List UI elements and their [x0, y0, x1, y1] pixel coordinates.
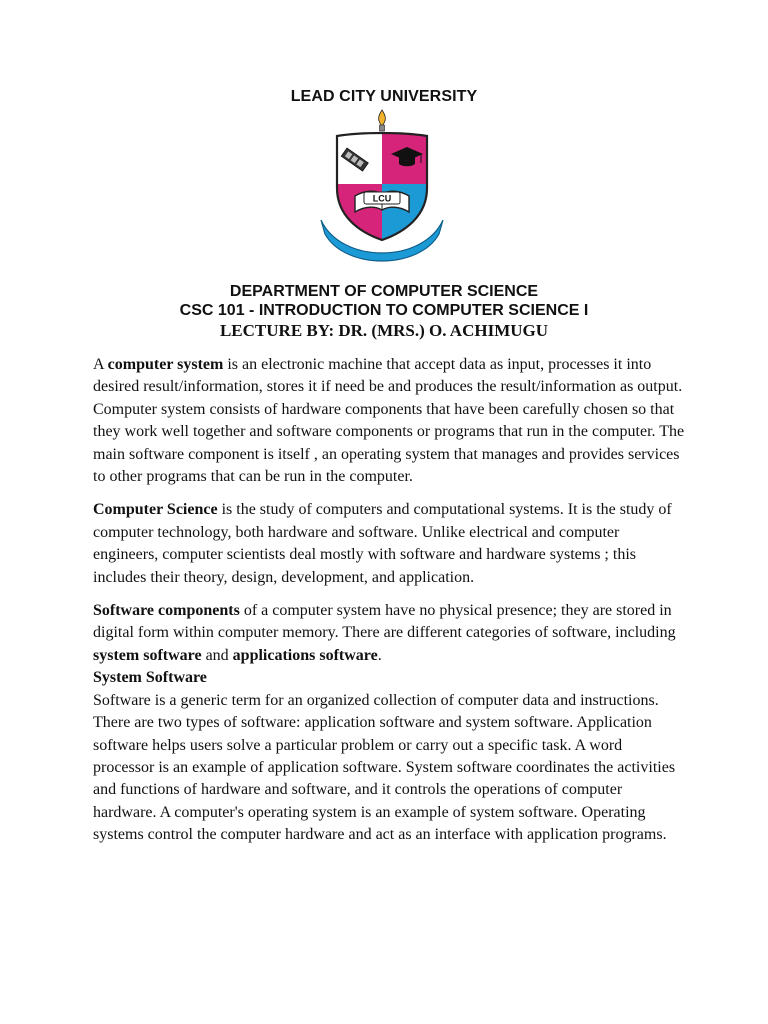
paragraph-text: A — [93, 356, 108, 373]
paragraph-text: of a computer system have no physical presence; they are stored in digital form within computer memory. There are different categories of software, including — [93, 602, 676, 642]
heading-text: System Software — [93, 669, 207, 687]
paragraph-computer-system — [93, 354, 685, 488]
paragraph-system-software: Software is a generic term for an organized collection of computer data and instructions. There are two types of software: application software and system software. Application software helps users solve a particular problem or carry out a specific task. A word processor is an example of application software. System software coordinates the activities and functions of hardware and software, and it controls the operations of computer hardware. A computer's operating system is an example of system software. Operating systems control the computer hardware and act as an interface with application programs. — [93, 691, 676, 844]
term-system-software: system software — [93, 646, 202, 664]
paragraph-computer-science — [93, 499, 685, 589]
paragraph-text: is the study of computers and computational systems. It is the study of computer technology, both hardware and software. Unlike electrical and computer engineers, computer scientists deal mostly with software and hardware systems ; this includes their theory, design, development, and application. — [93, 501, 672, 586]
paragraph-software-components — [93, 600, 685, 667]
torch-icon — [379, 110, 386, 131]
lecturer-line: LECTURE BY: DR. (MRS.) O. ACHIMUGU — [219, 321, 549, 340]
logo-motto: Knowledge for Self-reliance — [338, 232, 427, 253]
term-computer-science: Computer Science — [93, 501, 218, 519]
term-applications-software: applications software — [232, 646, 378, 664]
paragraph-text: is an electronic machine that accept data as input, processes it into desired result/information, stores it if need be and produces the result/information as output. Computer system consists of hardware components that have been carefully chosen so that they work well together and software components or programs that run in the computer. The main software component is itself , an operating system that manages and provides services to other programs that can be run in the computer. — [93, 356, 685, 486]
course-title: CSC 101 - INTRODUCTION TO COMPUTER SCIENCE I — [179, 302, 589, 319]
logo-lcu-label: LCU — [372, 193, 392, 204]
document-body — [93, 354, 685, 858]
term-computer-system: computer system — [107, 356, 224, 373]
open-book-icon — [355, 191, 409, 212]
university-name: LEAD CITY UNIVERSITY — [290, 88, 478, 105]
document-header — [0, 282, 768, 341]
section-heading-system-software — [93, 667, 685, 689]
term-software-components: Software components — [93, 602, 240, 620]
paragraph-text: . — [377, 646, 382, 664]
paragraph-text: and — [201, 646, 233, 664]
department-title: DEPARTMENT OF COMPUTER SCIENCE — [229, 283, 539, 300]
university-crest-logo — [317, 108, 447, 268]
